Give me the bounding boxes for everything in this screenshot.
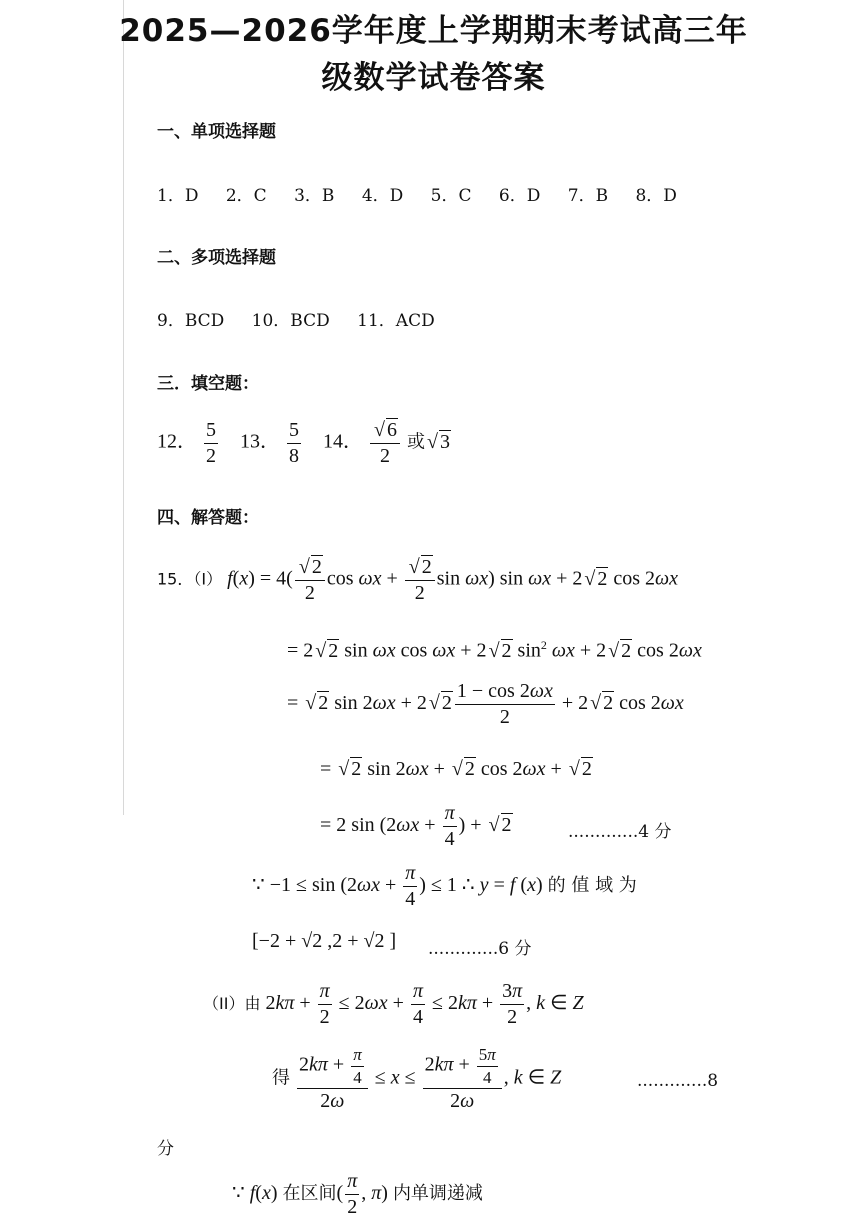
answer-item: 9．BCD — [157, 311, 225, 331]
score-6: .............6 分 — [428, 939, 532, 959]
page-title-line2: 级数学试卷答案 — [321, 60, 546, 96]
answer-item: 8．D — [635, 186, 677, 206]
section-solutions: 四、解答题： — [157, 508, 259, 528]
multi-choice-answers — [157, 306, 457, 331]
q13-label: 13． — [240, 430, 280, 453]
q15-solve: 得 2kπ + $\frac{\pi}{4}$ 2ω ≤ x ≤ 2kπ + $\frac{5\pi}{4}$ 2ω , k ∈ Z — [272, 1045, 562, 1113]
score-unit: 分 — [157, 1139, 174, 1159]
q15-eq3: = √ 2 sin 2ωx + 2 √ 2 $\frac{1 - \cos 2\omega x}{2}$ + 2 √ 2 cos 2ωx — [287, 680, 684, 728]
q15-range-value: [−2 + √2 ,2 + √2 ] — [252, 930, 397, 952]
q14-alt: 3 — [439, 430, 450, 453]
q12-fraction: $\frac{5}{2}$ — [206, 418, 216, 467]
q13-fraction: $\frac{5}{8}$ — [289, 418, 299, 467]
q15-eq2: = 2 √ 2 sin ωx cos ωx + 2 √ 2 $\sin^2 \omega x + 2$ √ 2 cos 2ωx — [287, 638, 702, 662]
q15-eq1: 15．（I） f(x) = 4( $\frac{√ 2}{2}$ cos ωx + $\frac{√ 2}{2}$ sin ωx) sin ωx + 2 √ 2 cos 2ωx — [157, 556, 679, 604]
q15-monotonic: ∵ f(x) 在区间( $\frac{\pi}{2}$ , π) 内单调递减 — [232, 1170, 483, 1218]
q12-label: 12． — [157, 430, 197, 453]
answer-item: 4．D — [361, 186, 404, 206]
q15-eq4: = √ 2 sin 2ωx + √ 2 cos 2ωx + √ 2 — [320, 758, 592, 780]
margin-line — [123, 0, 124, 815]
score-8: .............8 — [637, 1071, 719, 1091]
q14-fraction: $\frac{√ 6}{2}$ — [370, 418, 400, 468]
q15-part2: （II）由 2kπ + $\frac{\pi}{2}$ ≤ 2ωx + $\frac{\pi}{4}$ ≤ 2kπ + $\frac{3\pi}{2}$ , k ∈ Z — [203, 980, 584, 1028]
q15-eq5: = 2 sin (2ωx + $\frac{\pi}{4}$ ) + √ 2 — [320, 802, 512, 850]
q15-range: ∵ −1 ≤ sin (2ωx + $\frac{\pi}{4}$ ) ≤ 1 ∴ y = f (x) 的 值 域 为 — [252, 862, 637, 910]
answer-item: 3．B — [294, 186, 335, 206]
answer-item: 11．ACD — [357, 311, 435, 331]
fill-blank-answers: 12． $\frac{5}{2}$ 13． $\frac{5}{8}$ 14． $\frac{√ 6}{2}$ 或 √ 3 — [157, 418, 450, 467]
answer-item: 7．B — [567, 186, 609, 206]
answer-item: 10．BCD — [251, 311, 330, 331]
answer-item: 1．D — [157, 186, 199, 206]
section-single-choice: 一、单项选择题 — [157, 122, 276, 142]
answer-item: 5．C — [430, 186, 472, 206]
section-fill-blank: 三．填空题： — [157, 374, 259, 394]
answer-item: 2．C — [225, 186, 267, 206]
page-title-line1: 2025—2026学年度上学期期末考试高三年 — [119, 13, 748, 49]
answer-item: 6．D — [498, 186, 541, 206]
single-choice-answers — [157, 181, 699, 206]
q14-label: 14． — [323, 430, 363, 453]
section-multi-choice: 二、多项选择题 — [157, 248, 276, 268]
score-4: .............4 分 — [568, 822, 672, 842]
